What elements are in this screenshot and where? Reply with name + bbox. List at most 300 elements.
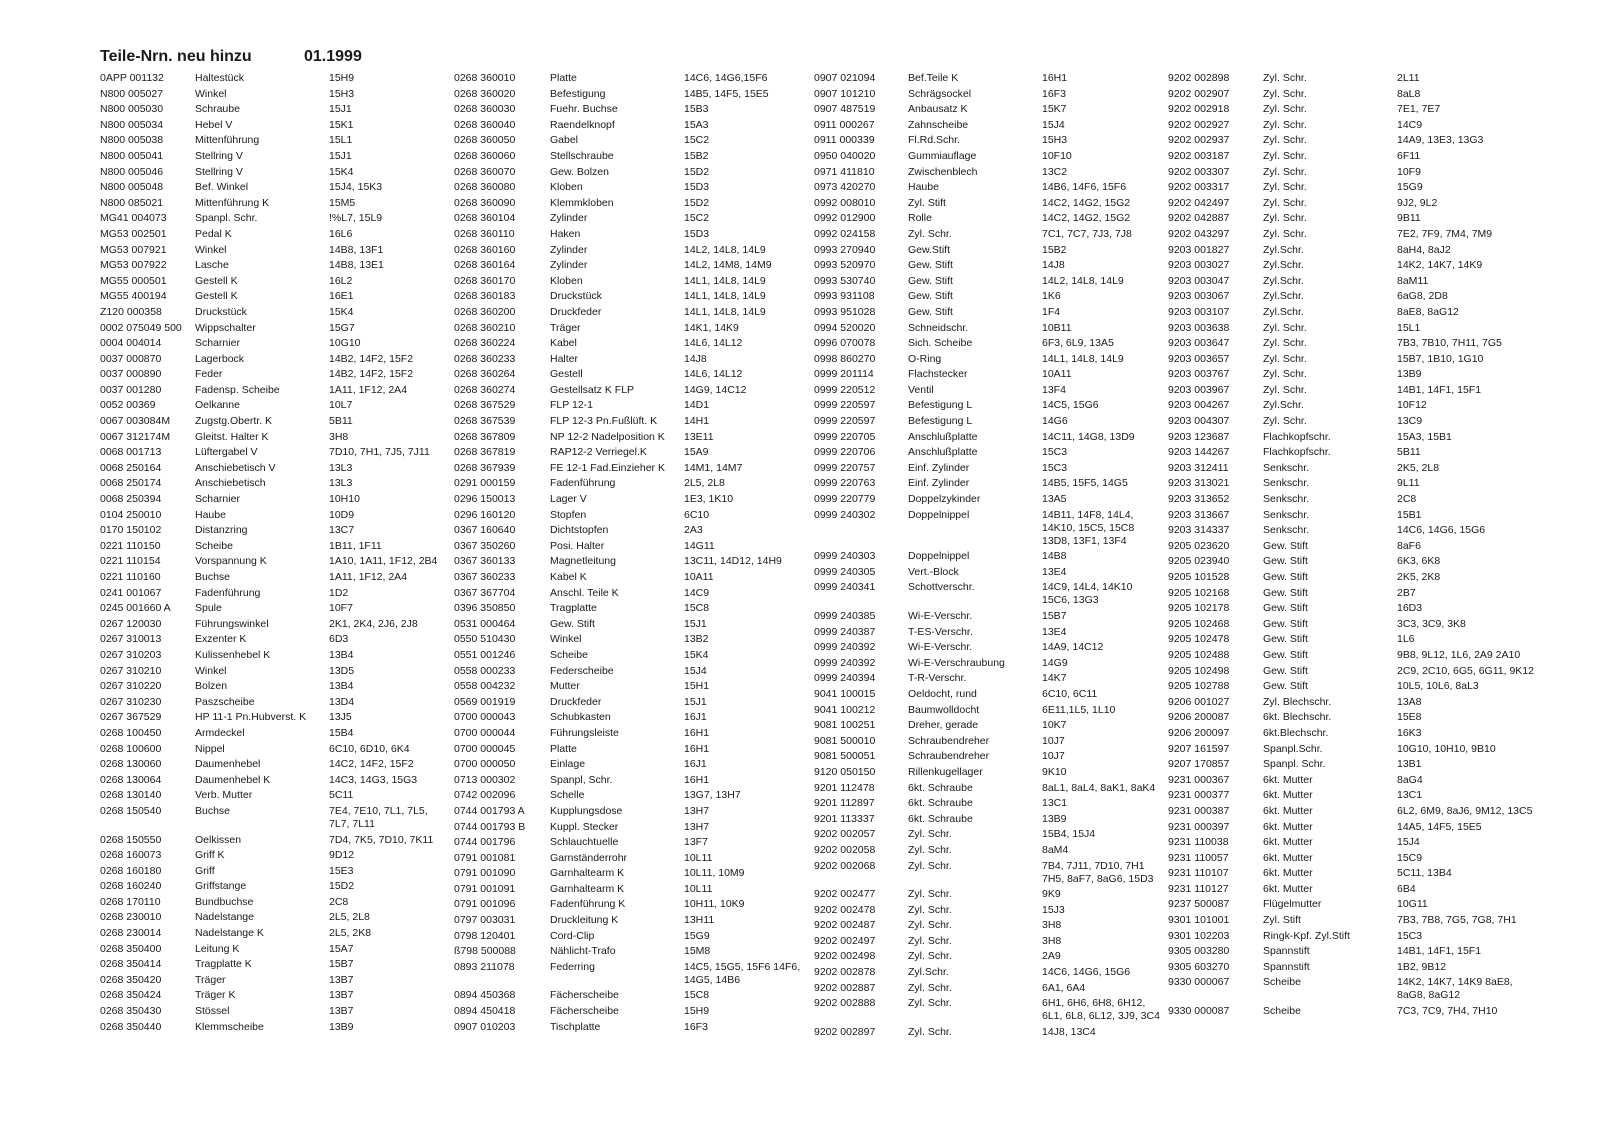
part-number: 0551 001246 (454, 648, 516, 661)
part-number: 0550 510430 (454, 633, 516, 646)
parts-row (100, 680, 451, 696)
part-position: 13B9 (1042, 812, 1067, 825)
parts-row (1168, 743, 1537, 759)
part-description: O-Ring (908, 352, 942, 365)
part-description: Zyl. Schr. (908, 1025, 952, 1038)
part-description: Einlage (550, 758, 586, 771)
part-number: 0558 004232 (454, 680, 516, 693)
part-position: 2C8 (329, 895, 349, 908)
parts-row (814, 509, 1160, 551)
part-position: 14B8, 13F1 (329, 243, 384, 256)
part-description: Zyl. Schr. (908, 919, 952, 932)
part-number: 0268 360050 (454, 134, 516, 147)
parts-row (100, 322, 451, 338)
part-description: Platte (550, 742, 577, 755)
parts-column-3 (814, 72, 1160, 1041)
part-number: 9205 102498 (1168, 664, 1230, 677)
part-description: Gleitst. Halter K (195, 430, 269, 443)
part-position: 16H1 (1042, 72, 1068, 84)
part-description: Zyl. Blechschr. (1263, 695, 1332, 708)
part-position: 10H11, 10K9 (684, 898, 745, 911)
part-number: 0999 240387 (814, 625, 876, 638)
part-description: Lagerbock (195, 352, 245, 365)
part-number: 0993 530740 (814, 274, 876, 287)
part-number: 0973 420270 (814, 181, 876, 194)
part-position: 9J2, 9L2 (1397, 196, 1438, 209)
parts-row (814, 766, 1160, 782)
part-position: 13B7 (329, 989, 354, 1002)
part-description: Gew. Stift (1263, 633, 1308, 646)
part-number: 0267 120030 (100, 617, 162, 630)
part-number: 9202 002897 (814, 1025, 876, 1038)
part-description: Spule (195, 602, 222, 615)
part-description: Spannstift (1263, 945, 1310, 958)
part-number: 0268 350400 (100, 942, 162, 955)
part-position: 15K1 (329, 118, 354, 131)
part-description: Oeldocht, rund (908, 687, 977, 700)
part-number: 9231 000397 (1168, 820, 1230, 833)
part-position: 8aH4, 8aJ2 (1397, 243, 1451, 256)
part-number: 0996 070078 (814, 337, 876, 350)
part-number: 0268 360090 (454, 196, 516, 209)
part-description: Haube (908, 181, 939, 194)
part-position: 14B6, 14F6, 15F6 (1042, 181, 1127, 194)
part-number: 0999 240302 (814, 508, 876, 521)
part-description: Gew. Stift (1263, 648, 1308, 661)
parts-row (100, 462, 451, 478)
part-description: Mittenführung K (195, 196, 270, 209)
part-position: 13B7 (329, 973, 354, 986)
part-number: 9202 002937 (1168, 134, 1230, 147)
parts-row (814, 581, 1160, 610)
part-description: Scharnier (195, 493, 240, 506)
part-description: Spanpl.Schr. (1263, 742, 1323, 755)
parts-row (1168, 789, 1537, 805)
part-description: Winkel (195, 664, 227, 677)
part-number: 0907 010203 (454, 1020, 516, 1033)
part-position: 10G10 (329, 337, 361, 350)
parts-row (454, 150, 810, 166)
part-description: Spanpl. Schr. (195, 212, 258, 225)
parts-row (100, 88, 451, 104)
part-position: 13B4 (329, 680, 354, 693)
part-number: 0950 040020 (814, 149, 876, 162)
parts-row (100, 789, 451, 805)
part-number: 0002 075049 500 (100, 321, 182, 334)
part-position: 14B5, 14F5, 15E5 (684, 87, 769, 100)
part-number: 9231 000387 (1168, 804, 1230, 817)
part-position: 15H9 (684, 1005, 710, 1018)
part-number: 9081 100251 (814, 719, 876, 732)
parts-row (1168, 275, 1537, 291)
parts-row (454, 88, 810, 104)
parts-row (1168, 727, 1537, 743)
part-position: 2K1, 2K4, 2J6, 2J8 (329, 617, 418, 630)
part-position: 15B7 (1042, 610, 1067, 622)
part-description: Griffstange (195, 880, 247, 893)
part-description: Oelkissen (195, 833, 242, 846)
part-position: 6H1, 6H6, 6H8, 6H12, 6L1, 6L8, 6L12, 3J9, 3C4 (1042, 997, 1160, 1023)
parts-row (100, 477, 451, 493)
part-number: 9330 000087 (1168, 1005, 1230, 1018)
parts-row (814, 550, 1160, 566)
part-description: Zyl.Schr. (1263, 305, 1304, 318)
part-description: Gew. Stift (908, 259, 953, 272)
part-position: 15B3 (684, 103, 709, 116)
parts-row (100, 431, 451, 447)
part-number: 0268 360233 (454, 352, 516, 365)
parts-row (100, 181, 451, 197)
part-description: Führungsleiste (550, 726, 619, 739)
part-position: 3H8 (329, 430, 349, 443)
part-number: 0267 310220 (100, 680, 162, 693)
parts-row (100, 228, 451, 244)
part-number: 0268 100600 (100, 742, 162, 755)
part-description: Gew. Stift (908, 305, 953, 318)
parts-row (814, 997, 1160, 1026)
parts-row (454, 244, 810, 260)
part-number: 0268 130060 (100, 758, 162, 771)
parts-row (454, 1005, 810, 1021)
part-description: Platte (550, 72, 577, 84)
part-description: T-ES-Verschr. (908, 625, 973, 638)
parts-row (814, 966, 1160, 982)
parts-row (454, 867, 810, 883)
part-position: 15J3 (1042, 903, 1065, 916)
part-description: Zyl. Schr. (1263, 383, 1307, 396)
part-description: Garnhaltearm K (550, 882, 625, 895)
part-position: 8aM4 (1042, 843, 1069, 856)
part-number: 0367 360133 (454, 555, 516, 568)
part-description: Zyl. Schr. (1263, 134, 1307, 147)
parts-row (100, 880, 451, 896)
part-description: Zyl. Schr. (1263, 118, 1307, 131)
part-description: Fl.Rd.Schr. (908, 134, 960, 147)
part-position: 15K4 (329, 305, 354, 318)
part-number: 9202 002068 (814, 859, 876, 872)
parts-row (100, 774, 451, 790)
part-position: 15C2 (684, 134, 710, 147)
part-number: 0798 120401 (454, 929, 516, 942)
part-position: 13E4 (1042, 625, 1067, 638)
part-number: N800 005038 (100, 134, 164, 147)
part-description: Gew. Stift (1263, 571, 1308, 583)
part-number: 0999 201114 (814, 368, 874, 381)
part-description: Gew. Stift (1263, 586, 1308, 599)
part-number: 9203 003027 (1168, 259, 1230, 272)
part-description: Doppelzykinder (908, 493, 981, 506)
part-position: 16L6 (329, 227, 353, 240)
part-description: Doppelnippel (908, 550, 970, 563)
part-number: 9205 102168 (1168, 586, 1230, 599)
part-number: 9202 002878 (814, 966, 876, 979)
parts-row (454, 945, 810, 961)
parts-row (1168, 384, 1537, 400)
part-position: 14J8 (1042, 259, 1065, 272)
part-description: Mutter (550, 680, 580, 693)
part-position: 15A9 (684, 446, 709, 459)
part-description: Flachkopfschr. (1263, 430, 1331, 443)
part-position: 5C11 (329, 789, 354, 802)
part-position: 14K2, 14K7, 14K9 (1397, 259, 1483, 272)
part-description: Stopfen (550, 508, 587, 521)
parts-row (1168, 431, 1537, 447)
parts-row (1168, 540, 1537, 556)
parts-row (100, 212, 451, 228)
parts-row (1168, 898, 1537, 914)
part-position: 14B1, 14F1, 15F1 (1397, 383, 1482, 396)
part-position: 13F7 (684, 836, 708, 849)
part-number: 9203 003647 (1168, 337, 1230, 350)
part-position: 15B2 (684, 149, 709, 162)
part-number: 9202 002898 (1168, 72, 1230, 84)
part-description: Paszscheibe (195, 695, 255, 708)
part-description: Winkel (195, 87, 227, 100)
parts-row (1168, 649, 1537, 665)
part-number: 0894 450418 (454, 1005, 516, 1018)
part-position: 15E8 (1397, 711, 1422, 724)
part-position: 13L3 (329, 477, 353, 490)
parts-row (100, 711, 451, 727)
part-position: 1F4 (1042, 305, 1061, 318)
parts-row (1168, 711, 1537, 727)
part-position: 8aL1, 8aL4, 8aK1, 8aK4 (1042, 781, 1156, 794)
part-number: 9202 002887 (814, 981, 876, 994)
part-position: 10L11, 10M9 (684, 867, 745, 880)
part-description: Hebel V (195, 118, 233, 131)
part-number: 0004 004014 (100, 337, 162, 350)
parts-row (814, 919, 1160, 935)
part-description: Griff (195, 864, 215, 877)
part-position: 5C11, 13B4 (1397, 867, 1452, 880)
part-position: 7B3, 7B10, 7H11, 7G5 (1397, 337, 1502, 350)
parts-row (454, 197, 810, 213)
parts-row (454, 680, 810, 696)
parts-row (1168, 805, 1537, 821)
part-number: 0296 160120 (454, 508, 516, 521)
part-position: 13H7 (684, 804, 710, 817)
part-description: Senkschr. (1263, 477, 1310, 490)
part-number: 0268 230014 (100, 927, 162, 940)
part-description: Zylinder (550, 259, 588, 272)
part-description: Befestigung (550, 87, 606, 100)
part-description: Vert.-Block (908, 565, 959, 578)
part-position: 2B7 (1397, 586, 1416, 599)
part-number: 0037 001280 (100, 383, 162, 396)
part-position: 13B4 (329, 648, 354, 661)
part-description: Magnetleitung (550, 555, 616, 568)
part-number: 0268 360224 (454, 337, 516, 350)
part-description: T-R-Verschr. (908, 672, 967, 685)
part-number: 9203 003767 (1168, 368, 1230, 381)
parts-row (454, 633, 810, 649)
parts-row (814, 290, 1160, 306)
part-position: 15D2 (684, 196, 710, 209)
part-number: N800 005046 (100, 165, 164, 178)
parts-row (100, 805, 451, 834)
part-description: HP 11-1 Pn.Hubverst. K (195, 711, 307, 724)
part-position: 10F7 (329, 602, 353, 615)
part-number: 0744 001793 B (454, 820, 526, 833)
parts-row (814, 134, 1160, 150)
parts-row (814, 813, 1160, 829)
parts-row (814, 782, 1160, 798)
part-position: 15J4 (684, 664, 707, 677)
part-description: Scheibe (550, 648, 588, 661)
parts-row (454, 743, 810, 759)
part-position: 1A11, 1F12, 2A4 (329, 383, 408, 396)
part-description: Zyl. Schr. (1263, 368, 1307, 381)
parts-row (814, 181, 1160, 197)
part-position: 15H1 (684, 680, 710, 693)
part-number: 0993 520970 (814, 259, 876, 272)
part-number: 9203 003067 (1168, 290, 1230, 303)
parts-row (814, 860, 1160, 889)
part-number: 0700 000045 (454, 742, 516, 755)
part-number: 0791 001096 (454, 898, 516, 911)
part-number: 0268 367819 (454, 446, 516, 459)
part-description: Ringk-Kpf. Zyl.Stift (1263, 929, 1350, 942)
parts-row (1168, 633, 1537, 649)
part-number: 9081 500010 (814, 734, 876, 747)
part-number: 0296 150013 (454, 493, 516, 506)
part-position: 2K5, 2L8 (1397, 461, 1440, 474)
part-number: 0911 000339 (814, 134, 875, 147)
parts-row (1168, 134, 1537, 150)
parts-row (100, 571, 451, 587)
part-number: 0052 00369 (100, 399, 156, 412)
parts-row (1168, 181, 1537, 197)
part-description: Gew. Bolzen (550, 165, 609, 178)
part-description: Zyl. Schr. (1263, 149, 1307, 162)
part-number: 9231 110057 (1168, 851, 1229, 864)
part-description: Anschlußplatte (908, 430, 978, 443)
part-number: 9207 170857 (1168, 758, 1230, 771)
part-position: 16F3 (684, 1020, 708, 1033)
parts-row (100, 275, 451, 291)
part-number: 0999 240341 (814, 581, 876, 594)
part-number: 9205 023940 (1168, 555, 1230, 568)
part-position: 15H3 (1042, 134, 1068, 147)
part-number: 0998 860270 (814, 352, 876, 365)
part-number: 0267 310230 (100, 695, 162, 708)
part-description: Druckfeder (550, 305, 602, 318)
part-description: 6kt. Mutter (1263, 836, 1313, 849)
part-number: 9201 112478 (814, 781, 875, 794)
part-description: Garnständerrohr (550, 851, 628, 864)
part-description: Spannstift (1263, 960, 1310, 973)
part-position: 14K1, 14K9 (684, 321, 739, 334)
part-position: 15B2 (1042, 243, 1067, 256)
part-position: 1L6 (1397, 633, 1415, 646)
part-number: 0268 367939 (454, 461, 516, 474)
parts-row (454, 477, 810, 493)
parts-row (1168, 665, 1537, 681)
parts-row (100, 743, 451, 759)
part-number: 0999 220597 (814, 415, 876, 428)
part-number: 0367 360233 (454, 571, 516, 583)
part-description: Gew. Stift (1263, 555, 1308, 568)
parts-row (100, 911, 451, 927)
part-position: 15H9 (329, 72, 355, 84)
part-number: 0992 012900 (814, 212, 876, 225)
part-position: 13A8 (1397, 695, 1422, 708)
parts-row (454, 727, 810, 743)
part-number: 0797 003031 (454, 914, 516, 927)
part-description: Tischplatte (550, 1020, 601, 1033)
part-number: 0241 001067 (100, 586, 162, 599)
parts-row (100, 337, 451, 353)
part-number: 0268 150540 (100, 804, 162, 817)
part-position: 10G11 (1397, 898, 1428, 911)
part-number: 0267 310013 (100, 633, 162, 646)
part-position: 9B11 (1397, 212, 1421, 225)
parts-row (100, 555, 451, 571)
parts-row (1168, 867, 1537, 883)
part-description: Gew. Stift (1263, 664, 1308, 677)
part-description: Fadenführung K (550, 898, 626, 911)
part-description: 6kt. Blechschr. (1263, 711, 1332, 724)
part-position: 15M8 (684, 945, 711, 958)
parts-row (454, 509, 810, 525)
parts-row (454, 758, 810, 774)
part-description: Winkel (195, 243, 227, 256)
part-position: 15B4 (329, 726, 354, 739)
parts-row (814, 477, 1160, 493)
parts-row (100, 1021, 451, 1037)
part-description: 6kt. Mutter (1263, 789, 1313, 802)
part-position: 15E3 (329, 864, 354, 877)
part-description: Exzenter K (195, 633, 247, 646)
part-number: 0992 024158 (814, 227, 876, 240)
part-number: 0268 350420 (100, 973, 162, 986)
part-position: 13C7 (329, 524, 355, 537)
part-description: Scheibe (1263, 1005, 1301, 1018)
part-description: Tragplatte K (195, 958, 252, 971)
part-position: 6aG8, 2D8 (1397, 290, 1448, 303)
part-position: 14L1, 14L8, 14L9 (1042, 352, 1124, 365)
part-position: 10A11 (684, 571, 714, 583)
part-number: 0999 240392 (814, 641, 876, 654)
part-position: 10A11 (1042, 368, 1072, 381)
part-position: 13B9 (329, 1020, 354, 1033)
part-number: 9202 002477 (814, 888, 876, 901)
part-description: 6kt. Mutter (1263, 773, 1313, 786)
part-position: 14C3, 14G3, 15G3 (329, 773, 418, 786)
part-description: Mittenführung (195, 134, 260, 147)
part-number: 0037 000870 (100, 352, 162, 365)
part-number: 9203 003967 (1168, 383, 1230, 396)
part-position: 10H10 (329, 493, 360, 506)
part-description: Leitung K (195, 942, 240, 955)
part-description: Schraubendreher (908, 734, 990, 747)
part-position: 15G7 (329, 321, 355, 334)
part-position: 13F4 (1042, 383, 1066, 396)
parts-row (814, 641, 1160, 657)
parts-row (100, 989, 451, 1005)
part-number: N800 005048 (100, 181, 164, 194)
part-position: 10F9 (1397, 165, 1421, 178)
parts-row (454, 103, 810, 119)
parts-row (1168, 696, 1537, 712)
part-description: Klemmscheibe (195, 1020, 264, 1033)
parts-row (814, 904, 1160, 920)
parts-row (1168, 883, 1537, 899)
part-description: Rolle (908, 212, 932, 225)
parts-row (100, 244, 451, 260)
part-description: Träger (550, 321, 581, 334)
part-number: 9081 500051 (814, 750, 876, 763)
